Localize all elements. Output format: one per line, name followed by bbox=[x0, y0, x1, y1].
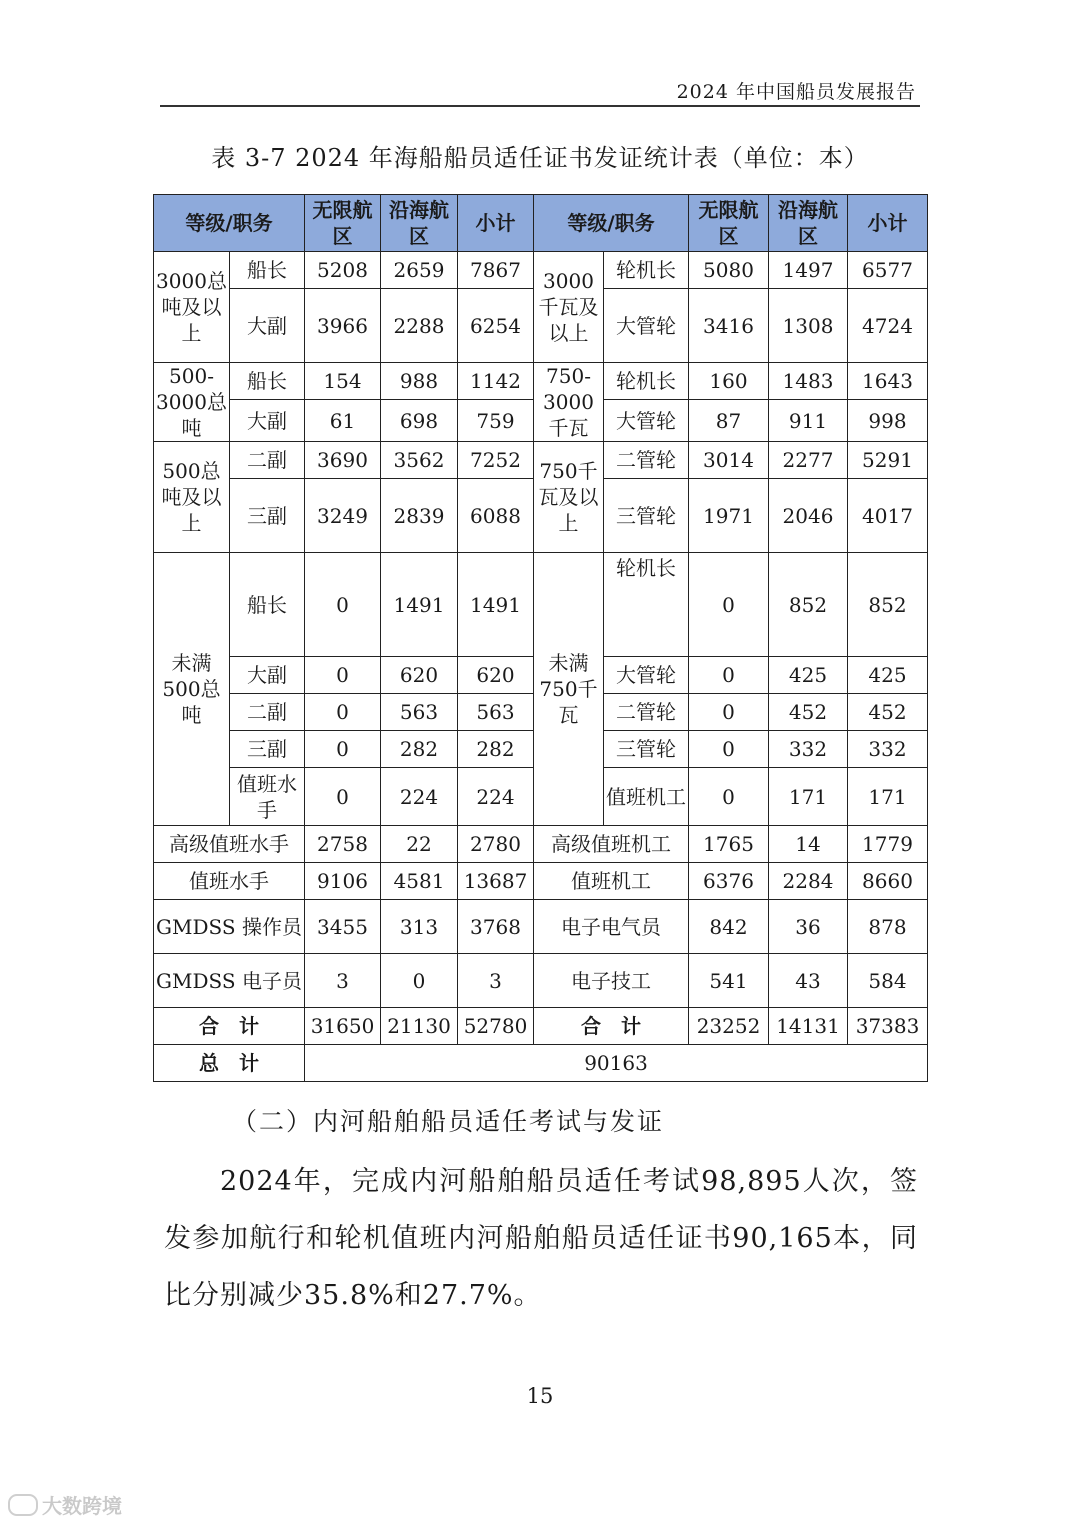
table-row bbox=[154, 954, 928, 1008]
value-cell: 2284 bbox=[769, 863, 848, 900]
value-cell: 2839 bbox=[381, 479, 458, 553]
value-cell: 0 bbox=[689, 553, 769, 657]
value-cell: 332 bbox=[769, 731, 848, 768]
value-cell: 0 bbox=[689, 768, 769, 826]
value-cell: 698 bbox=[381, 400, 458, 442]
position-cell: 电子电气员 bbox=[534, 900, 689, 954]
header-cell: 小计 bbox=[848, 195, 928, 252]
value-cell: 2277 bbox=[769, 442, 848, 479]
header-cell: 沿海航区 bbox=[769, 195, 848, 252]
value-cell: 0 bbox=[689, 731, 769, 768]
value-cell: 563 bbox=[381, 694, 458, 731]
table-row bbox=[154, 900, 928, 954]
value-cell: 452 bbox=[769, 694, 848, 731]
value-cell: 911 bbox=[769, 400, 848, 442]
section-title: （二）内河船舶船员适任考试与发证 bbox=[232, 1107, 665, 1136]
position-cell: 三副 bbox=[230, 731, 305, 768]
value-cell: 1779 bbox=[848, 826, 928, 863]
position-cell: 三管轮 bbox=[604, 479, 689, 553]
table-row bbox=[154, 363, 928, 400]
value-cell: 37383 bbox=[848, 1008, 928, 1045]
value-cell: 3768 bbox=[458, 900, 534, 954]
value-cell: 852 bbox=[769, 553, 848, 657]
position-cell: 大管轮 bbox=[604, 289, 689, 363]
position-cell: 高级值班机工 bbox=[534, 826, 689, 863]
position-cell: 二管轮 bbox=[604, 442, 689, 479]
value-cell: 14 bbox=[769, 826, 848, 863]
group-label: 750千瓦及以上 bbox=[534, 442, 604, 553]
value-cell: 3 bbox=[458, 954, 534, 1008]
value-cell: 224 bbox=[458, 768, 534, 826]
page-header bbox=[160, 75, 920, 107]
value-cell: 6577 bbox=[848, 252, 928, 289]
value-cell: 31650 bbox=[305, 1008, 381, 1045]
table-row bbox=[154, 826, 928, 863]
value-cell: 3249 bbox=[305, 479, 381, 553]
value-cell: 0 bbox=[305, 553, 381, 657]
value-cell: 6088 bbox=[458, 479, 534, 553]
position-cell: 大管轮 bbox=[604, 657, 689, 694]
position-cell: 轮机长 bbox=[604, 363, 689, 400]
header-cell: 小计 bbox=[458, 195, 534, 252]
value-cell: 5291 bbox=[848, 442, 928, 479]
value-cell: 52780 bbox=[458, 1008, 534, 1045]
value-cell: 3455 bbox=[305, 900, 381, 954]
group-label: 3000总吨及以上 bbox=[154, 252, 230, 363]
value-cell: 1308 bbox=[769, 289, 848, 363]
position-cell: 值班机工 bbox=[604, 768, 689, 826]
certificate-table bbox=[153, 194, 928, 1082]
position-cell: GMDSS 电子员 bbox=[154, 954, 305, 1008]
value-cell: 0 bbox=[689, 657, 769, 694]
total-row bbox=[154, 1045, 928, 1082]
value-cell: 1483 bbox=[769, 363, 848, 400]
value-cell: 6376 bbox=[689, 863, 769, 900]
value-cell: 852 bbox=[848, 553, 928, 657]
group-label: 500-3000总吨 bbox=[154, 363, 230, 442]
value-cell: 61 bbox=[305, 400, 381, 442]
value-cell: 4724 bbox=[848, 289, 928, 363]
table-row bbox=[154, 863, 928, 900]
watermark-text: 大数跨境 bbox=[42, 1494, 122, 1518]
value-cell: 8660 bbox=[848, 863, 928, 900]
value-cell: 4017 bbox=[848, 479, 928, 553]
value-cell: 22 bbox=[381, 826, 458, 863]
body-paragraph bbox=[164, 1153, 918, 1324]
group-label: 3000千瓦及以上 bbox=[534, 252, 604, 363]
value-cell: 3562 bbox=[381, 442, 458, 479]
value-cell: 7867 bbox=[458, 252, 534, 289]
value-cell: 43 bbox=[769, 954, 848, 1008]
position-cell: 二副 bbox=[230, 694, 305, 731]
table-caption: 表 3-7 2024 年海船船员适任证书发证统计表（单位：本） bbox=[211, 144, 869, 172]
value-cell: 14131 bbox=[769, 1008, 848, 1045]
value-cell: 313 bbox=[381, 900, 458, 954]
header-cell: 等级/职务 bbox=[154, 195, 305, 252]
value-cell: 160 bbox=[689, 363, 769, 400]
value-cell: 878 bbox=[848, 900, 928, 954]
group-label: 未满500总吨 bbox=[154, 553, 230, 826]
value-cell: 2758 bbox=[305, 826, 381, 863]
position-cell: 大副 bbox=[230, 657, 305, 694]
header-cell: 等级/职务 bbox=[534, 195, 689, 252]
value-cell: 2046 bbox=[769, 479, 848, 553]
position-cell: 高级值班水手 bbox=[154, 826, 305, 863]
value-cell: 171 bbox=[769, 768, 848, 826]
value-cell: 224 bbox=[381, 768, 458, 826]
position-cell: GMDSS 操作员 bbox=[154, 900, 305, 954]
value-cell: 620 bbox=[458, 657, 534, 694]
value-cell: 5080 bbox=[689, 252, 769, 289]
subtotal-label: 合 计 bbox=[154, 1008, 305, 1045]
value-cell: 1142 bbox=[458, 363, 534, 400]
value-cell: 3690 bbox=[305, 442, 381, 479]
value-cell: 5208 bbox=[305, 252, 381, 289]
value-cell: 998 bbox=[848, 400, 928, 442]
value-cell: 171 bbox=[848, 768, 928, 826]
header-cell: 无限航区 bbox=[305, 195, 381, 252]
value-cell: 1765 bbox=[689, 826, 769, 863]
position-cell: 三副 bbox=[230, 479, 305, 553]
value-cell: 0 bbox=[381, 954, 458, 1008]
value-cell: 541 bbox=[689, 954, 769, 1008]
value-cell: 6254 bbox=[458, 289, 534, 363]
position-cell: 值班水手 bbox=[230, 768, 305, 826]
value-cell: 584 bbox=[848, 954, 928, 1008]
position-cell: 大管轮 bbox=[604, 400, 689, 442]
value-cell: 3014 bbox=[689, 442, 769, 479]
position-cell: 值班水手 bbox=[154, 863, 305, 900]
position-cell: 船长 bbox=[230, 553, 305, 657]
group-label: 750-3000千瓦 bbox=[534, 363, 604, 442]
value-cell: 1643 bbox=[848, 363, 928, 400]
value-cell: 3 bbox=[305, 954, 381, 1008]
value-cell: 1491 bbox=[381, 553, 458, 657]
table-row bbox=[154, 442, 928, 479]
value-cell: 988 bbox=[381, 363, 458, 400]
total-label: 总 计 bbox=[154, 1045, 305, 1082]
value-cell: 87 bbox=[689, 400, 769, 442]
position-cell: 值班机工 bbox=[534, 863, 689, 900]
group-label: 500总吨及以上 bbox=[154, 442, 230, 553]
header-cell: 沿海航区 bbox=[381, 195, 458, 252]
value-cell: 3416 bbox=[689, 289, 769, 363]
value-cell: 425 bbox=[769, 657, 848, 694]
value-cell: 0 bbox=[689, 694, 769, 731]
subtotal-label: 合 计 bbox=[534, 1008, 689, 1045]
value-cell: 425 bbox=[848, 657, 928, 694]
value-cell: 759 bbox=[458, 400, 534, 442]
value-cell: 2780 bbox=[458, 826, 534, 863]
watermark bbox=[8, 1490, 122, 1519]
position-cell: 大副 bbox=[230, 400, 305, 442]
value-cell: 0 bbox=[305, 768, 381, 826]
watermark-logo-icon bbox=[8, 1494, 38, 1516]
value-cell: 452 bbox=[848, 694, 928, 731]
table-row bbox=[154, 252, 928, 289]
page-number: 15 bbox=[526, 1384, 554, 1408]
table-row bbox=[154, 553, 928, 657]
value-cell: 2659 bbox=[381, 252, 458, 289]
value-cell: 1971 bbox=[689, 479, 769, 553]
header-cell: 无限航区 bbox=[689, 195, 769, 252]
paragraph-text: 2024年，完成内河船舶船员适任考试98,895人次，签发参加航行和轮机值班内河船舶船员适任证书90,165本，同比分别减少35.8%和27.7%。 bbox=[164, 1166, 918, 1311]
value-cell: 7252 bbox=[458, 442, 534, 479]
table-header-row bbox=[154, 195, 928, 252]
position-cell: 船长 bbox=[230, 363, 305, 400]
value-cell: 1497 bbox=[769, 252, 848, 289]
value-cell: 282 bbox=[458, 731, 534, 768]
value-cell: 36 bbox=[769, 900, 848, 954]
value-cell: 0 bbox=[305, 657, 381, 694]
group-label: 未满750千瓦 bbox=[534, 553, 604, 826]
header-title: 2024 年中国船员发展报告 bbox=[676, 81, 916, 103]
value-cell: 154 bbox=[305, 363, 381, 400]
value-cell: 13687 bbox=[458, 863, 534, 900]
position-cell: 二副 bbox=[230, 442, 305, 479]
value-cell: 282 bbox=[381, 731, 458, 768]
value-cell: 2288 bbox=[381, 289, 458, 363]
value-cell: 23252 bbox=[689, 1008, 769, 1045]
position-cell: 三管轮 bbox=[604, 731, 689, 768]
position-cell: 二管轮 bbox=[604, 694, 689, 731]
value-cell: 21130 bbox=[381, 1008, 458, 1045]
value-cell: 0 bbox=[305, 731, 381, 768]
position-cell: 大副 bbox=[230, 289, 305, 363]
value-cell: 563 bbox=[458, 694, 534, 731]
value-cell: 1491 bbox=[458, 553, 534, 657]
value-cell: 332 bbox=[848, 731, 928, 768]
position-cell: 船长 bbox=[230, 252, 305, 289]
position-cell: 电子技工 bbox=[534, 954, 689, 1008]
value-cell: 3966 bbox=[305, 289, 381, 363]
value-cell: 842 bbox=[689, 900, 769, 954]
value-cell: 9106 bbox=[305, 863, 381, 900]
value-cell: 620 bbox=[381, 657, 458, 694]
value-cell: 0 bbox=[305, 694, 381, 731]
value-cell: 4581 bbox=[381, 863, 458, 900]
total-value: 90163 bbox=[305, 1045, 928, 1082]
position-cell: 轮机长 bbox=[604, 252, 689, 289]
position-cell: 轮机长 bbox=[604, 553, 689, 657]
subtotal-row bbox=[154, 1008, 928, 1045]
